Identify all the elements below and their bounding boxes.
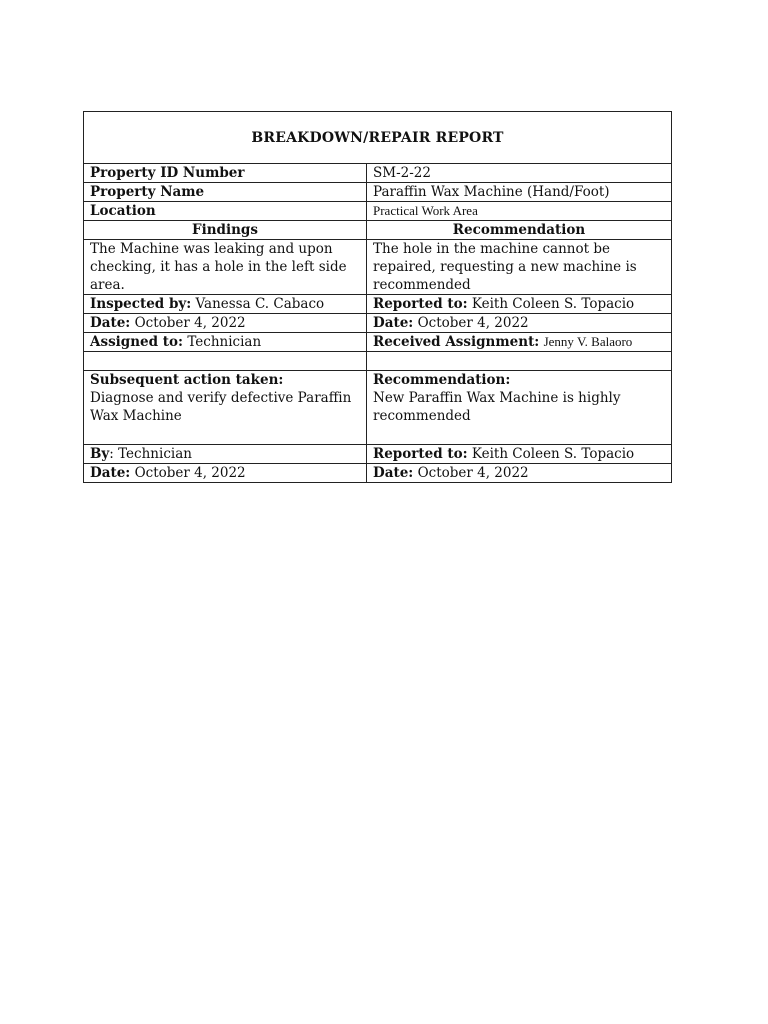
inspected-by-cell: [84, 295, 367, 314]
by-label: By: [90, 446, 110, 462]
reported-to-2-value: Keith Coleen S. Topacio: [471, 446, 635, 462]
date-cell-2a: [84, 464, 367, 483]
property-name-value: Paraffin Wax Machine (Hand/Foot): [367, 183, 672, 202]
property-id-row: [84, 164, 672, 183]
breakdown-repair-report-table: [83, 111, 672, 483]
findings-text: The Machine was leaking and upon checking, it has a hole in the left side area.: [84, 240, 367, 295]
blank-cell: [84, 352, 367, 371]
inspected-by-label: Inspected by:: [90, 296, 192, 312]
recommendation-header: Recommendation: [367, 221, 672, 240]
date-cell-1a: [84, 314, 367, 333]
subsequent-action-value: Diagnose and verify defective Paraffin Wax Machine: [90, 390, 352, 424]
recommendation-2-value: New Paraffin Wax Machine is highly recommended: [373, 390, 621, 424]
recommendation-text: The hole in the machine cannot be repaired, requesting a new machine is recommended: [367, 240, 672, 295]
reported-to-label: Reported to:: [373, 296, 468, 312]
findings-header-row: [84, 221, 672, 240]
findings-row: [84, 240, 672, 295]
reported-to-value: Keith Coleen S. Topacio: [471, 296, 635, 312]
inspected-by-value: Vanessa C. Cabaco: [195, 296, 325, 312]
date-cell-1b: [367, 314, 672, 333]
received-assignment-cell: [367, 333, 672, 352]
subsequent-action-label: Subsequent action taken:: [90, 372, 284, 388]
reported-to-2-cell: [367, 445, 672, 464]
date-label: Date:: [90, 465, 131, 481]
date-value: October 4, 2022: [417, 465, 529, 481]
property-id-label: Property ID Number: [84, 164, 367, 183]
blank-row: [84, 352, 672, 371]
location-value: Practical Work Area: [367, 202, 672, 221]
findings-header: Findings: [84, 221, 367, 240]
property-name-label: Property Name: [84, 183, 367, 202]
blank-cell: [367, 352, 672, 371]
assigned-to-value: Technician: [187, 334, 262, 350]
date-row-2: [84, 464, 672, 483]
date-label: Date:: [90, 315, 131, 331]
reported-to-2-label: Reported to:: [373, 446, 468, 462]
date-value: October 4, 2022: [417, 315, 529, 331]
received-assignment-label: Received Assignment:: [373, 334, 540, 350]
by-row: [84, 445, 672, 464]
location-row: [84, 202, 672, 221]
recommendation-2-cell: [367, 371, 672, 445]
assigned-to-label: Assigned to:: [90, 334, 184, 350]
date-row-1: [84, 314, 672, 333]
report-title: BREAKDOWN/REPAIR REPORT: [84, 112, 672, 164]
recommendation-2-label: Recommendation:: [373, 372, 511, 388]
by-cell: [84, 445, 367, 464]
title-row: [84, 112, 672, 164]
received-assignment-value: Jenny V. Balaoro: [543, 334, 633, 349]
assigned-to-cell: [84, 333, 367, 352]
date-label: Date:: [373, 315, 414, 331]
date-value: October 4, 2022: [134, 465, 246, 481]
property-id-value: SM-2-22: [367, 164, 672, 183]
inspected-row: [84, 295, 672, 314]
date-cell-2b: [367, 464, 672, 483]
date-label: Date:: [373, 465, 414, 481]
by-value: : Technician: [109, 446, 192, 462]
location-label: Location: [84, 202, 367, 221]
reported-to-cell: [367, 295, 672, 314]
property-name-row: [84, 183, 672, 202]
date-value: October 4, 2022: [134, 315, 246, 331]
subsequent-action-cell: [84, 371, 367, 445]
assignment-row: [84, 333, 672, 352]
subsequent-action-row: [84, 371, 672, 445]
